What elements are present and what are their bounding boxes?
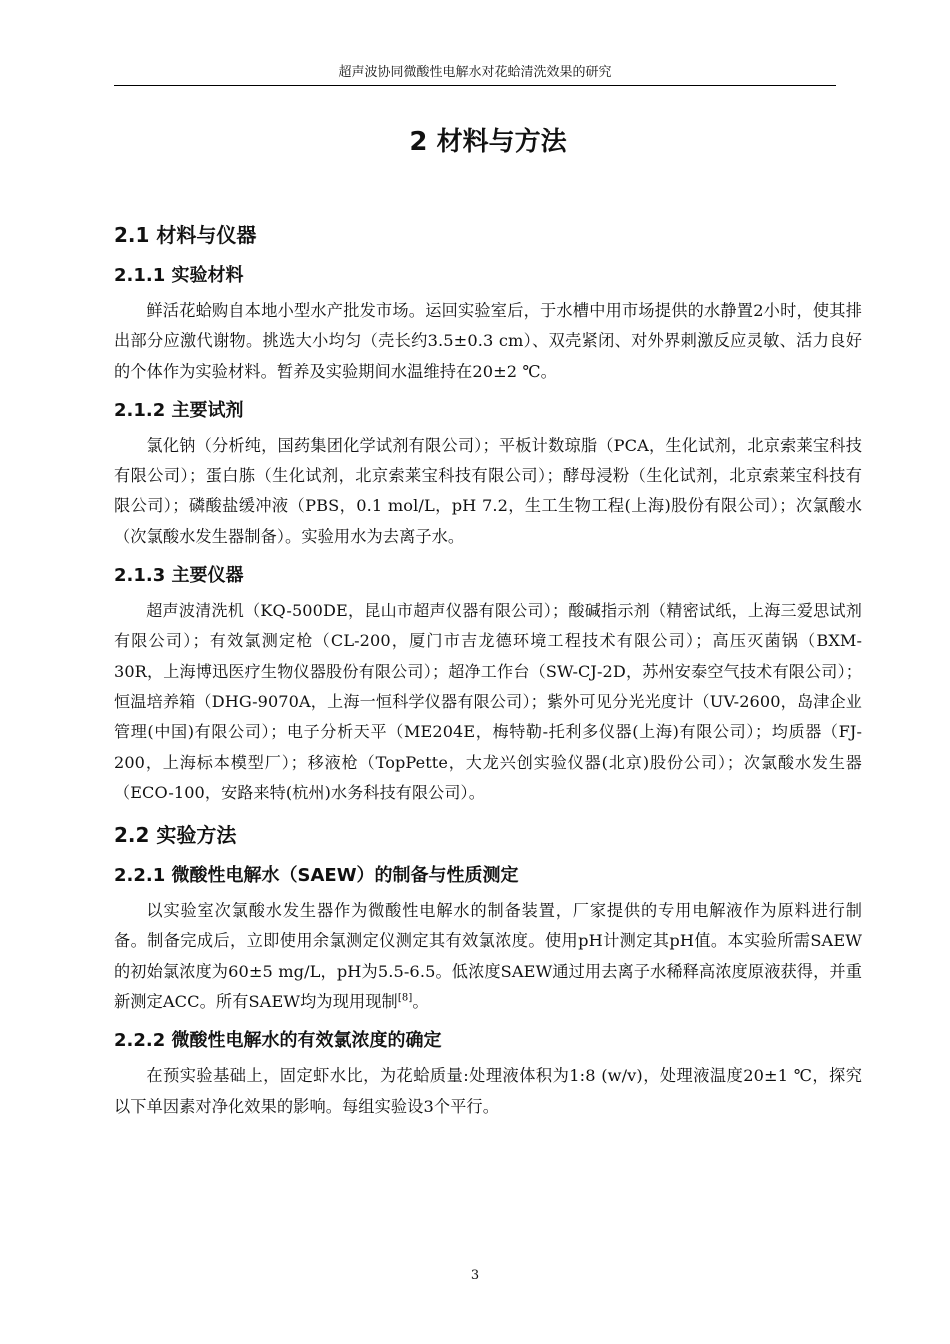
- citation-reference: [8]: [397, 992, 413, 1004]
- chapter-title: 2 材料与方法: [409, 127, 567, 157]
- page-number: 3: [470, 1268, 480, 1283]
- paragraph-saew-end: 。: [412, 992, 429, 1012]
- page-body: [114, 116, 862, 1122]
- subsection-title-2-1-2: 2.1.2 主要试剂: [114, 399, 244, 421]
- subsection-title-2-1-1: 2.1.1 实验材料: [114, 265, 244, 286]
- paragraph-saew-preparation: [114, 896, 862, 1017]
- paragraph-materials: 鲜活花蛤购自本地小型水产批发市场。运回实验室后，于水槽中用市场提供的水静置2小时，使其排出部分应激代谢物。挑选大小均匀（壳长约3.5±0.3 cm）、双壳紧闭、对外界刺激反应灵敏、活力良好的个体作为实验材料。暂养及实验期间水温维持在20±2 ℃。: [114, 301, 862, 381]
- paragraph-instruments: 超声波清洗机（KQ-500DE，昆山市超声仪器有限公司）；酸碱指示剂（精密试纸，上海三爱思试剂有限公司）；有效氯测定枪（CL-200，厦门市吉龙德环境工程技术有限公司）；高压灭菌锅（BXM-30R，上海博迅医疗生物仪器股份有限公司）；超净工作台（SW-CJ-2D，苏州安泰空气技术有限公司）；恒温培养箱（DHG-9070A，上海一恒科学仪器有限公司）；紫外可见分光光度计（UV-2600，岛津企业管理(中国)有限公司）；电子分析天平（ME204E，梅特勒-托利多仪器(上海)有限公司）；均质器（FJ-200，上海标本模型厂）；移液枪（TopPette，大龙兴创实验仪器(北京)股份公司）；次氯酸水发生器（ECO-100，安路来特(杭州)水务科技有限公司）。: [114, 601, 862, 802]
- subsection-title-2-1-3: 2.1.3 主要仪器: [114, 565, 244, 587]
- running-header: 超声波协同微酸性电解水对花蛤清洗效果的研究: [114, 64, 836, 86]
- section-title-2-1: 2.1 材料与仪器: [114, 223, 257, 247]
- section-title-2-2: 2.2 实验方法: [114, 823, 237, 848]
- subsection-title-2-2-2: 2.2.2 微酸性电解水的有效氯浓度的确定: [114, 1030, 442, 1052]
- paragraph-saew-text: 以实验室次氯酸水发生器作为微酸性电解水的制备装置，厂家提供的专用电解液作为原料进行制备。制备完成后，立即使用余氯测定仪测定其有效氯浓度。使用pH计测定其pH值。本实验所需SAEW的初始氯浓度为60±5 mg/L，pH为5.5-6.5。低浓度SAEW通过用去离子水稀释高浓度原液获得，并重新测定ACC。所有SAEW均为现用现制: [114, 901, 862, 1012]
- paragraph-reagents: 氯化钠（分析纯，国药集团化学试剂有限公司）；平板计数琼脂（PCA，生化试剂，北京索莱宝科技有限公司）；蛋白胨（生化试剂，北京索莱宝科技有限公司）；酵母浸粉（生化试剂，北京索莱宝科技有限公司）；磷酸盐缓冲液（PBS，0.1 mol/L，pH 7.2，生工生物工程(上海)股份有限公司）；次氯酸水（次氯酸水发生器制备）。实验用水为去离子水。: [114, 435, 862, 546]
- subsection-title-2-2-1: 2.2.1 微酸性电解水（SAEW）的制备与性质测定: [114, 865, 519, 887]
- paragraph-chlorine-concentration: 在预实验基础上，固定虾水比，为花蛤质量:处理液体积为1:8 (w/v)，处理液温度20±1 ℃，探究以下单因素对净化效果的影响。每组实验设3个平行。: [114, 1066, 862, 1116]
